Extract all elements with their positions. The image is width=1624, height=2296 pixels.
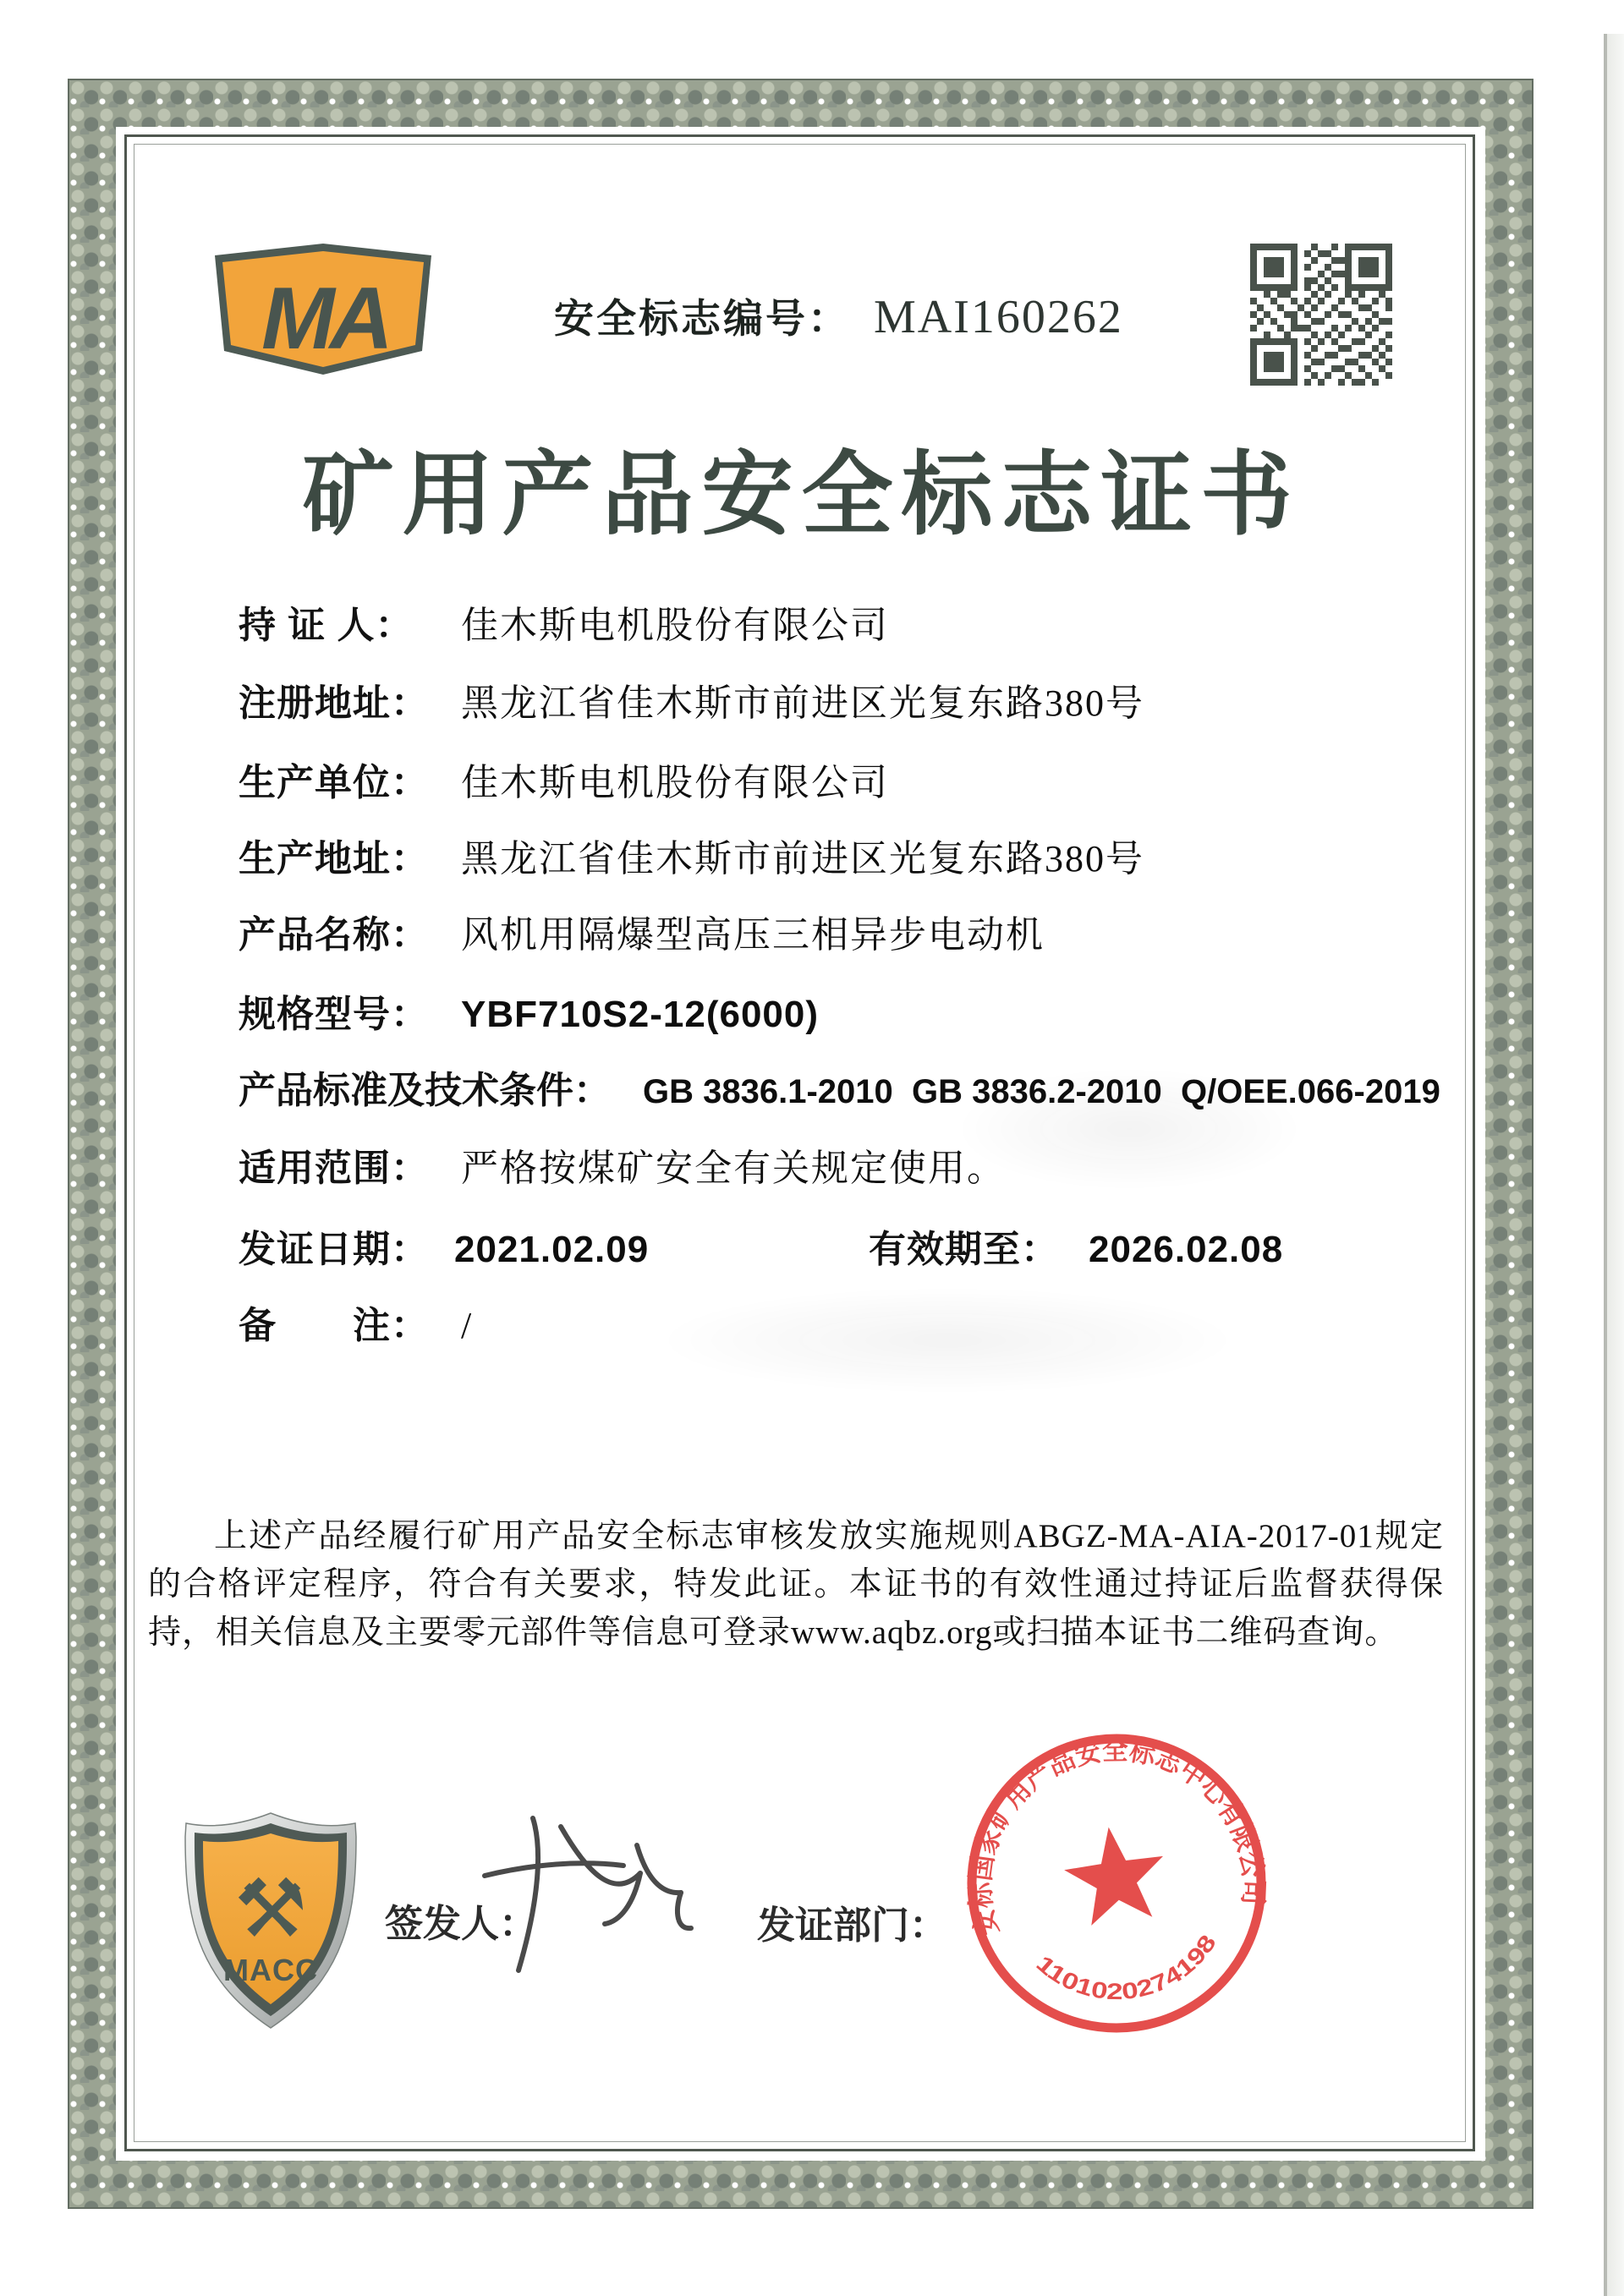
ma-badge-icon (213, 244, 433, 375)
field-row-standards (239, 1069, 1473, 1114)
macc-label: MACC (223, 1953, 318, 1987)
official-stamp (964, 1731, 1269, 2036)
stamp-code: 1101020274198 (1031, 1933, 1220, 2005)
field-row-model (239, 993, 1473, 1037)
field-label: 适用范围： (239, 1148, 429, 1189)
issue-date-value: 2021.02.09 (454, 1229, 650, 1270)
field-row-holder (239, 604, 1473, 648)
field-value: 严格按煤矿安全有关规定使用。 (461, 1148, 1006, 1189)
field-row-prod-address (239, 837, 1473, 881)
field-value: 风机用隔爆型高压三相异步电动机 (461, 914, 1045, 956)
macc-shield (184, 1811, 358, 2030)
field-value: YBF710S2-12(6000) (461, 994, 820, 1035)
certificate-statement: 上述产品经履行矿用产品安全标志审核发放实施规则ABGZ-MA-AIA-2017-01规定的合格评定程序，符合有关要求，特发此证。本证书的有效性通过持证后监督获得保持，相关信息及主要零元部件等信息可登录www.aqbz.org或扫描本证书二维码查询。 (148, 1518, 1444, 1651)
field-row-remark (239, 1304, 1473, 1348)
field-label: 生产地址： (239, 838, 429, 879)
safety-mark-label: 安全标志编号： (554, 296, 850, 341)
field-value: 黑龙江省佳木斯市前进区光复东路380号 (461, 838, 1144, 879)
field-value: 佳木斯电机股份有限公司 (461, 605, 889, 646)
svg-text:安标国家矿用产品安全标志中心有限公司 (964, 1731, 1269, 1947)
ma-letters: MA (261, 270, 388, 368)
field-value: 黑龙江省佳木斯市前进区光复东路380号 (461, 682, 1144, 724)
field-row-scope (239, 1147, 1473, 1191)
hammer-pick-icon: ⚒ (233, 1864, 308, 1954)
field-row-product-name (239, 913, 1473, 957)
scan-edge-shadow (1607, 34, 1624, 2296)
signature-handwriting (461, 1793, 715, 2004)
field-row-dates (239, 1228, 1473, 1272)
field-label: 规格型号： (239, 994, 429, 1035)
field-label: 产品标准及技术条件： (239, 1070, 611, 1111)
safety-mark-line (554, 288, 1123, 348)
safety-mark-number: MAI160262 (874, 291, 1123, 343)
valid-until-label: 有效期至： (869, 1229, 1059, 1270)
field-value: 佳木斯电机股份有限公司 (461, 762, 889, 803)
qr-code (1250, 244, 1392, 386)
valid-until-value: 2026.02.08 (1089, 1229, 1284, 1270)
field-value: GB 3836.1-2010 GB 3836.2-2010 Q/OEE.066-2019 (643, 1073, 1440, 1110)
signer-label: 签发人： (385, 1902, 538, 1945)
field-row-manufacturer (239, 761, 1473, 805)
certificate-title: 矿用产品安全标志证书 (302, 446, 1301, 546)
stamp-star-icon (1059, 1820, 1171, 1928)
issue-date-label: 发证日期： (239, 1229, 429, 1270)
field-label: 产品名称： (239, 914, 429, 956)
issuer-label: 发证部门： (757, 1904, 948, 1947)
stamp-ring-text: 安标国家矿用产品安全标志中心有限公司 (965, 1735, 1269, 1939)
ma-safety-logo (213, 244, 433, 375)
remark-label: 备 注： (239, 1305, 429, 1346)
field-label: 生产单位： (239, 762, 429, 803)
field-row-reg-address (239, 682, 1473, 726)
remark-value: / (461, 1305, 474, 1346)
field-label: 注册地址： (239, 682, 429, 724)
field-label: 持 证 人： (239, 605, 414, 646)
